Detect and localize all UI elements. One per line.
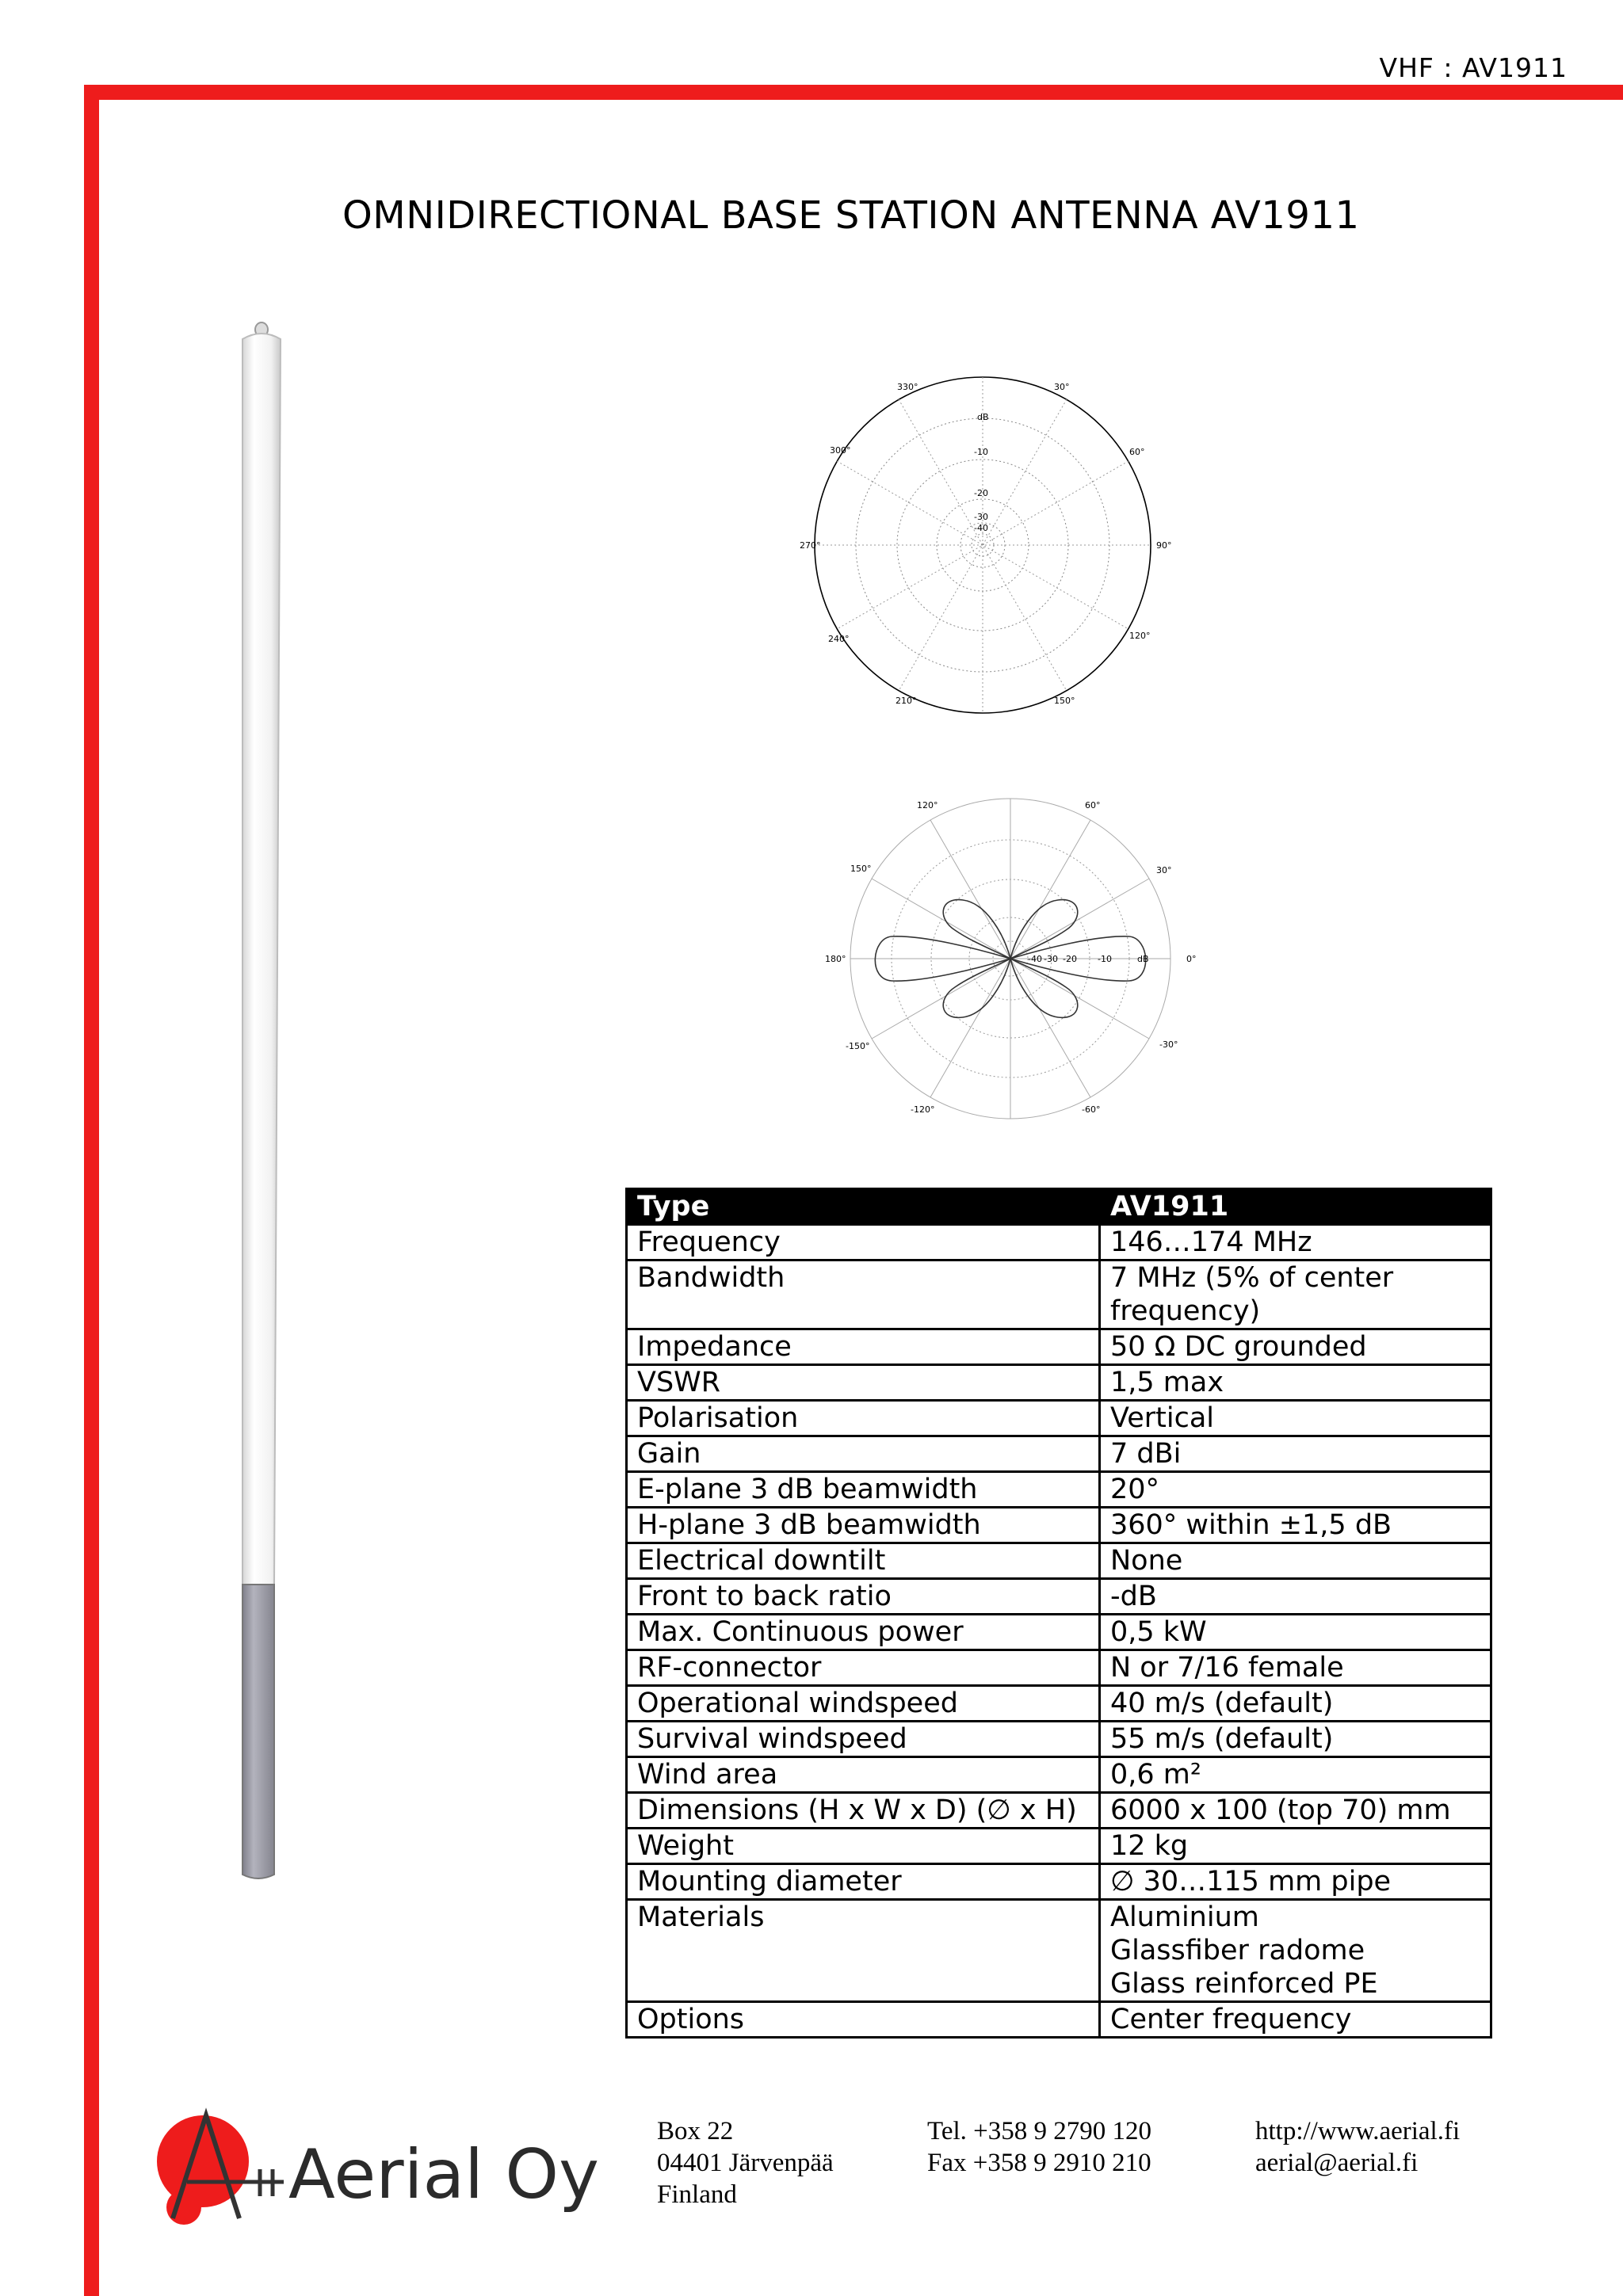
- table-header-model: AV1911: [1100, 1189, 1491, 1225]
- address-line: Finland: [657, 2180, 737, 2209]
- angle-label: 60°: [1085, 800, 1101, 810]
- table-row: [627, 1793, 1491, 1829]
- table-row: [627, 2002, 1491, 2038]
- spec-value-line: -dB: [1110, 1581, 1157, 1612]
- angle-label: -150°: [846, 1041, 870, 1051]
- angle-label: 120°: [1129, 631, 1151, 641]
- website-link[interactable]: http://www.aerial.fi: [1255, 2117, 1461, 2145]
- spec-key: Wind area: [627, 1757, 1100, 1793]
- footer-phone: [927, 2115, 1151, 2179]
- address-line: 04401 Järvenpää: [657, 2149, 834, 2177]
- footer-web: [1255, 2115, 1460, 2179]
- table-row: [627, 1722, 1491, 1757]
- spec-value: [1100, 1365, 1491, 1401]
- spec-value: [1100, 2002, 1491, 2038]
- spec-value-line: 1,5 max: [1110, 1367, 1224, 1398]
- spec-key: Front to back ratio: [627, 1579, 1100, 1615]
- angle-label: 180°: [825, 954, 846, 964]
- ring-label: -20: [1063, 954, 1077, 964]
- spec-value-line: Vertical: [1110, 1402, 1215, 1434]
- spec-value: [1100, 1722, 1491, 1757]
- table-header-row: [627, 1189, 1491, 1225]
- spec-value-line: 50 Ω DC grounded: [1110, 1331, 1367, 1363]
- angle-label: 240°: [828, 634, 850, 644]
- table-row: [627, 1686, 1491, 1722]
- spec-value-line: 0,6 m²: [1110, 1759, 1201, 1791]
- spec-value: [1100, 1225, 1491, 1261]
- angle-label: -120°: [911, 1104, 935, 1115]
- spec-value: [1100, 1472, 1491, 1508]
- table-row: [627, 1864, 1491, 1900]
- ring-label: -40: [974, 523, 988, 533]
- aerial-oy-logo: [157, 2100, 632, 2234]
- spec-value-line: 12 kg: [1110, 1830, 1189, 1862]
- angle-label: 30°: [1156, 865, 1172, 875]
- spec-value-line: 0,5 kW: [1110, 1616, 1207, 1648]
- spec-value: [1100, 1650, 1491, 1686]
- spec-key: Impedance: [627, 1329, 1100, 1365]
- vertical-radiation-pattern: [781, 372, 1185, 721]
- angle-label: -60°: [1082, 1104, 1101, 1115]
- ring-label: -10: [1098, 954, 1112, 964]
- spec-value-line: Glass reinforced PE: [1110, 1968, 1378, 2000]
- spec-key: Gain: [627, 1436, 1100, 1472]
- spec-value-line: None: [1110, 1545, 1183, 1577]
- spec-value-line: 20°: [1110, 1474, 1160, 1505]
- table-row: [627, 1472, 1491, 1508]
- angle-label: 0°: [1186, 954, 1197, 964]
- footer-address: [657, 2115, 834, 2210]
- spec-value-line: ∅ 30…115 mm pipe: [1110, 1866, 1392, 1897]
- spec-value: [1100, 1543, 1491, 1579]
- spec-key: Max. Continuous power: [627, 1615, 1100, 1650]
- fax-line: Fax +358 9 2910 210: [927, 2149, 1151, 2177]
- table-row: [627, 1508, 1491, 1543]
- angle-label: -30°: [1159, 1039, 1178, 1050]
- spec-value-line: frequency): [1110, 1295, 1261, 1327]
- angle-label: 30°: [1054, 382, 1070, 392]
- ring-label: -20: [974, 488, 988, 498]
- table-row: [627, 1365, 1491, 1401]
- spec-value-line: 7 dBi: [1110, 1438, 1182, 1470]
- spec-value-line: 146…174 MHz: [1110, 1226, 1312, 1258]
- table-row: [627, 1757, 1491, 1793]
- table-row: [627, 1261, 1491, 1329]
- spec-value-line: 7 MHz (5% of center: [1110, 1262, 1394, 1294]
- table-row: [627, 1579, 1491, 1615]
- spec-value-line: Glassfiber radome: [1110, 1935, 1365, 1966]
- spec-value-line: Aluminium: [1110, 1901, 1259, 1933]
- unit-label: dB: [977, 412, 989, 422]
- spec-value: [1100, 1401, 1491, 1436]
- spec-value-line: 40 m/s (default): [1110, 1688, 1334, 1719]
- angle-label: 150°: [1054, 696, 1075, 706]
- spec-key: Electrical downtilt: [627, 1543, 1100, 1579]
- logo-wordmark: Aerial Oy: [288, 2135, 599, 2214]
- spec-value: [1100, 1261, 1491, 1329]
- table-row: [627, 1543, 1491, 1579]
- ring-label: -10: [974, 447, 988, 457]
- ring-label: -30: [1044, 954, 1058, 964]
- angle-label: 210°: [896, 696, 917, 706]
- spec-value-line: 360° within ±1,5 dB: [1110, 1509, 1392, 1541]
- spec-key: Weight: [627, 1829, 1100, 1864]
- header-red-bar: [84, 85, 1623, 100]
- spec-value: [1100, 1864, 1491, 1900]
- table-row: [627, 1900, 1491, 2002]
- unit-label: dB: [1137, 954, 1149, 964]
- spec-key: Polarisation: [627, 1401, 1100, 1436]
- table-row: [627, 1225, 1491, 1261]
- phone-line: Tel. +358 9 2790 120: [927, 2117, 1152, 2145]
- spec-value-line: Center frequency: [1110, 2004, 1352, 2035]
- spec-key: RF-connector: [627, 1650, 1100, 1686]
- spec-key: Operational windspeed: [627, 1686, 1100, 1722]
- spec-key: E-plane 3 dB beamwidth: [627, 1472, 1100, 1508]
- spec-value: [1100, 1829, 1491, 1864]
- spec-key: Bandwidth: [627, 1261, 1100, 1329]
- spec-key: Materials: [627, 1900, 1100, 2002]
- angle-label: 60°: [1129, 447, 1145, 457]
- ring-label: -40: [1028, 954, 1042, 964]
- table-row: [627, 1829, 1491, 1864]
- angle-label: 270°: [800, 540, 821, 551]
- spec-key: Mounting diameter: [627, 1864, 1100, 1900]
- address-line: Box 22: [657, 2117, 734, 2145]
- spec-key: Dimensions (H x W x D) (∅ x H): [627, 1793, 1100, 1829]
- left-red-bar: [84, 85, 99, 2296]
- spec-value: [1100, 1757, 1491, 1793]
- spec-value-line: 55 m/s (default): [1110, 1723, 1334, 1755]
- table-row: [627, 1436, 1491, 1472]
- horizontal-radiation-pattern: [812, 792, 1216, 1125]
- spec-value: [1100, 1615, 1491, 1650]
- spec-key: H-plane 3 dB beamwidth: [627, 1508, 1100, 1543]
- spec-value: [1100, 1579, 1491, 1615]
- angle-label: 120°: [917, 800, 938, 810]
- document-code: VHF : AV1911: [1379, 52, 1568, 83]
- table-row: [627, 1401, 1491, 1436]
- specification-table: [625, 1188, 1492, 2039]
- table-header-type: Type: [627, 1189, 1100, 1225]
- spec-value: [1100, 1436, 1491, 1472]
- angle-label: 330°: [897, 382, 918, 392]
- spec-value: [1100, 1508, 1491, 1543]
- spec-key: Frequency: [627, 1225, 1100, 1261]
- spec-value: [1100, 1329, 1491, 1365]
- page-title: OMNIDIRECTIONAL BASE STATION ANTENNA AV1911: [342, 193, 1360, 238]
- table-row: [627, 1329, 1491, 1365]
- spec-value: [1100, 1900, 1491, 2002]
- spec-value-line: 6000 x 100 (top 70) mm: [1110, 1794, 1451, 1826]
- spec-value-line: N or 7/16 female: [1110, 1652, 1344, 1684]
- spec-key: Options: [627, 2002, 1100, 2038]
- spec-key: VSWR: [627, 1365, 1100, 1401]
- spec-value: [1100, 1793, 1491, 1829]
- ring-label: -30: [974, 512, 988, 522]
- spec-value: [1100, 1686, 1491, 1722]
- table-row: [627, 1650, 1491, 1686]
- spec-key: Survival windspeed: [627, 1722, 1100, 1757]
- angle-label: 90°: [1156, 540, 1172, 551]
- antenna-illustration: [233, 317, 285, 1886]
- table-row: [627, 1615, 1491, 1650]
- specification-rows: [627, 1225, 1491, 2038]
- angle-label: 150°: [850, 864, 872, 874]
- email-link[interactable]: aerial@aerial.fi: [1255, 2149, 1419, 2177]
- angle-label: 300°: [830, 445, 851, 456]
